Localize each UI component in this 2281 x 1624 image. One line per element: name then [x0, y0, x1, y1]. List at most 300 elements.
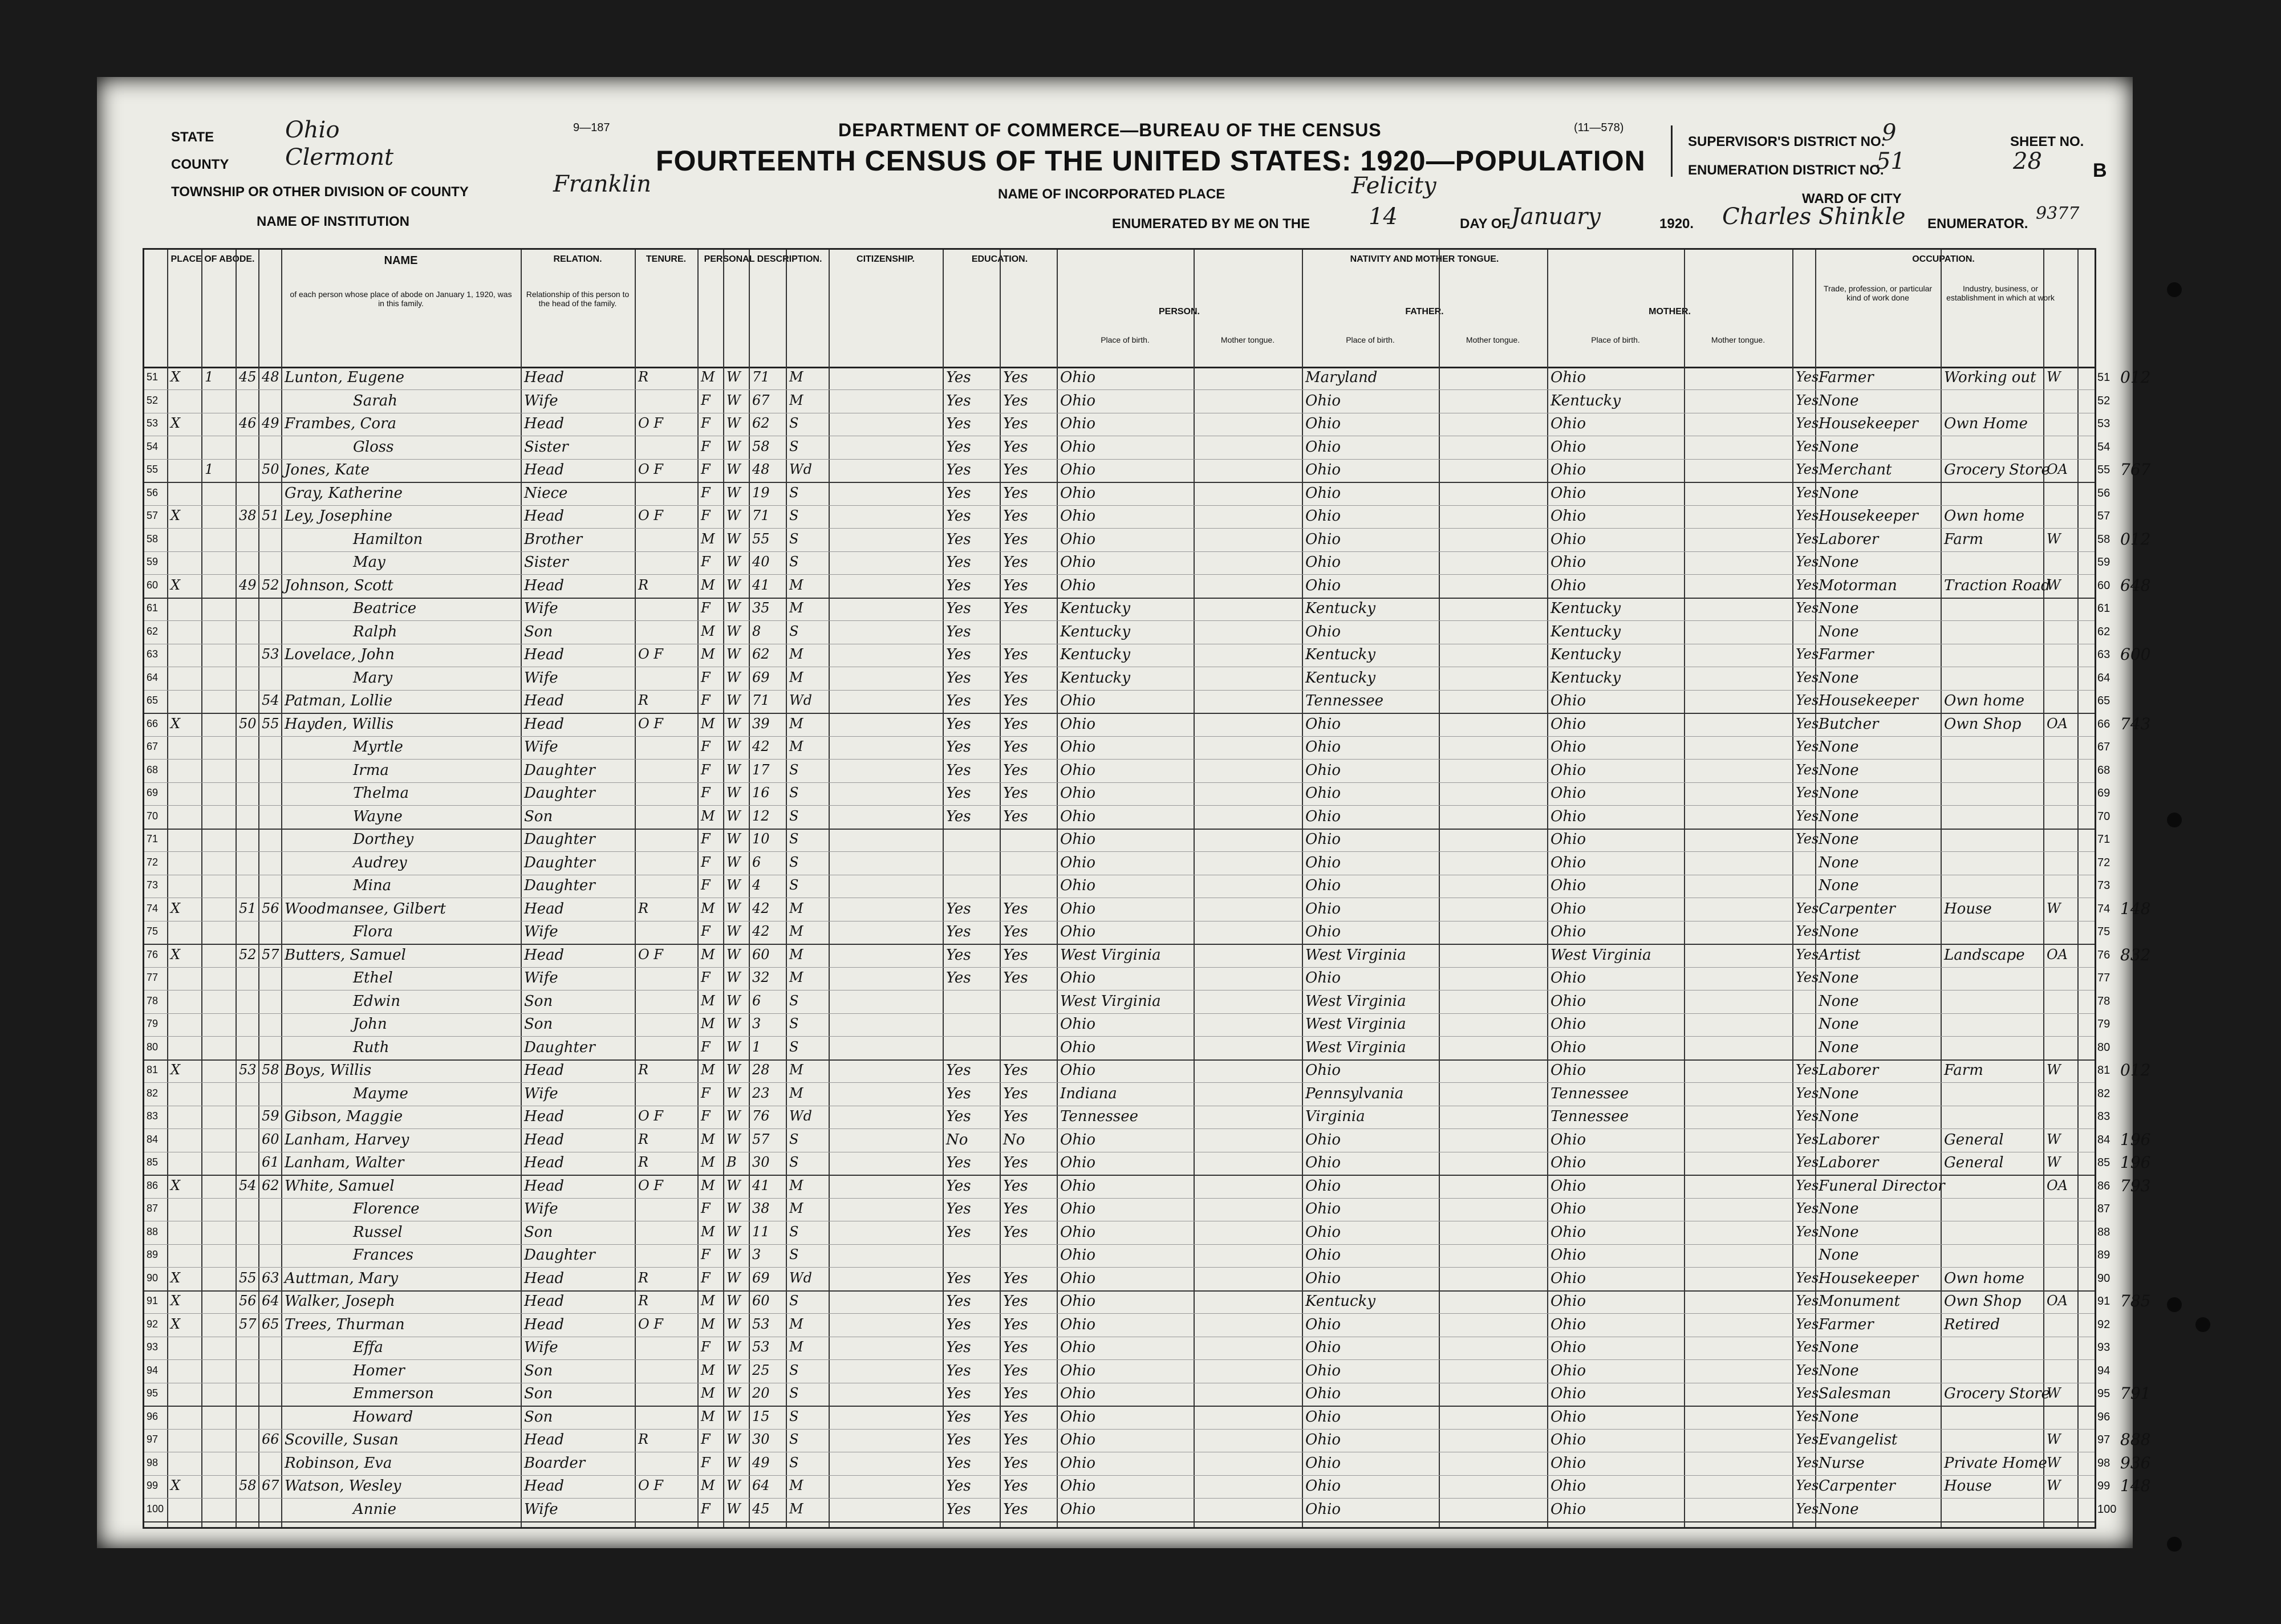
header-relation-desc: Relationship of this person to the head of the family.: [526, 290, 630, 308]
cell-sex: F: [701, 600, 711, 616]
cell-read: Yes: [946, 461, 971, 478]
table-row: [144, 1361, 2110, 1383]
cell-relation: Son: [524, 1385, 553, 1402]
cell-trade: None: [1819, 1408, 1859, 1426]
margin-code: 9377: [2036, 204, 2080, 224]
cell-sex: F: [701, 1431, 711, 1447]
margin-occupation-code: 793: [2120, 1176, 2151, 1195]
column-header-band: [144, 250, 2095, 368]
cell-family: 48: [262, 369, 279, 385]
line-number-right: 52: [2097, 394, 2110, 407]
cell-marital: S: [789, 761, 799, 778]
table-row: [144, 391, 2110, 413]
cell-read: Yes: [946, 1085, 971, 1102]
cell-name: Robinson, Eva: [285, 1454, 392, 1472]
cell-family: 50: [262, 461, 279, 477]
cell-mother-birth: Ohio: [1551, 576, 1586, 594]
cell-sex: M: [701, 807, 715, 824]
cell-write: Yes: [1003, 946, 1028, 964]
line-number-right: 67: [2097, 741, 2110, 753]
cell-read: Yes: [946, 508, 971, 525]
cell-street: X: [171, 1269, 181, 1286]
cell-marital: S: [789, 508, 799, 523]
cell-english: Yes: [1796, 1362, 1819, 1378]
line-number: 65: [147, 695, 159, 706]
line-number-right: 76: [2097, 948, 2110, 961]
header-pob-mother: Place of birth.: [1591, 335, 1640, 344]
cell-name: Edwin: [353, 992, 400, 1010]
cell-birth: Ohio: [1060, 369, 1096, 386]
cell-class: W: [2047, 530, 2061, 547]
cell-marital: S: [789, 438, 799, 454]
cell-marital: S: [789, 992, 799, 1009]
cell-family: 66: [262, 1431, 279, 1447]
cell-marital: S: [789, 1362, 799, 1378]
cell-read: Yes: [946, 946, 971, 964]
cell-read: Yes: [946, 646, 971, 663]
cell-age: 45: [752, 1500, 770, 1517]
day-of-label: DAY OF: [1460, 216, 1511, 232]
cell-race: W: [726, 854, 741, 870]
cell-trade: None: [1819, 554, 1859, 571]
cell-relation: Head: [524, 415, 565, 432]
cell-marital: Wd: [789, 692, 813, 708]
cell-marital: M: [789, 646, 803, 662]
cell-write: Yes: [1003, 576, 1028, 594]
table-row: [144, 575, 2151, 599]
cell-race: W: [726, 1293, 741, 1309]
cell-relation: Head: [524, 1293, 565, 1310]
binder-hole: [2195, 1317, 2210, 1332]
cell-father-birth: Ohio: [1305, 1431, 1341, 1448]
cell-mother-birth: Ohio: [1551, 1154, 1586, 1171]
cell-marital: M: [789, 1062, 803, 1078]
cell-birth: Ohio: [1060, 1269, 1096, 1287]
cell-sex: M: [701, 715, 715, 732]
state-label: STATE: [171, 129, 214, 145]
cell-age: 40: [752, 554, 770, 570]
cell-trade: Butcher: [1819, 715, 1879, 733]
cell-write: Yes: [1003, 1085, 1028, 1102]
margin-occupation-code: 648: [2120, 575, 2151, 595]
cell-father-birth: Ohio: [1305, 1362, 1341, 1379]
cell-relation: Son: [524, 1016, 553, 1033]
cell-mother-birth: Ohio: [1551, 1247, 1586, 1264]
cell-mother-birth: Ohio: [1551, 831, 1586, 848]
cell-tenure: O F: [638, 946, 663, 963]
cell-trade: None: [1819, 854, 1859, 871]
cell-write: Yes: [1003, 1431, 1028, 1448]
cell-write: Yes: [1003, 461, 1028, 478]
cell-father-birth: Ohio: [1305, 1154, 1341, 1171]
cell-class: W: [2047, 1454, 2061, 1471]
cell-english: Yes: [1796, 1500, 1819, 1517]
cell-class: W: [2047, 369, 2061, 385]
cell-marital: S: [789, 1247, 799, 1262]
line-number-right: 59: [2097, 556, 2110, 569]
cell-birth: Ohio: [1060, 1362, 1096, 1379]
cell-english: Yes: [1796, 831, 1819, 847]
cell-birth: Ohio: [1060, 576, 1096, 594]
cell-name: Irma: [353, 761, 389, 779]
cell-birth: Ohio: [1060, 738, 1096, 756]
cell-sex: F: [701, 1247, 711, 1262]
cell-relation: Head: [524, 1177, 565, 1195]
line-number-right: 56: [2097, 486, 2110, 500]
cell-name: Ethel: [353, 969, 393, 986]
cell-read: Yes: [946, 785, 971, 802]
institution-label: NAME OF INSTITUTION: [257, 214, 409, 229]
cell-mother-birth: Ohio: [1551, 461, 1586, 478]
cell-father-birth: West Virginia: [1305, 992, 1406, 1010]
cell-trade: None: [1819, 438, 1859, 456]
cell-race: W: [726, 1339, 741, 1355]
cell-dwelling: 52: [239, 946, 257, 963]
cell-marital: M: [789, 1316, 803, 1332]
cell-write: Yes: [1003, 1316, 1028, 1333]
cell-industry: Grocery Store: [1944, 461, 2050, 478]
margin-occupation-code: 936: [2120, 1453, 2151, 1472]
cell-marital: S: [789, 877, 799, 893]
line-number: 59: [147, 556, 159, 567]
cell-write: Yes: [1003, 392, 1028, 409]
line-number-right: 90: [2097, 1272, 2110, 1285]
cell-father-birth: Kentucky: [1305, 1293, 1376, 1310]
cell-marital: M: [789, 576, 803, 593]
cell-father-birth: Ohio: [1305, 1500, 1341, 1518]
cell-mother-birth: Ohio: [1551, 854, 1586, 871]
cell-trade: Laborer: [1819, 1131, 1879, 1148]
cell-read: Yes: [946, 1477, 971, 1495]
cell-trade: Farmer: [1819, 646, 1874, 663]
line-number: 95: [147, 1387, 159, 1399]
line-number-right: 63: [2097, 648, 2110, 661]
line-number-right: 99: [2097, 1480, 2110, 1492]
cell-read: Yes: [946, 1062, 971, 1079]
cell-english: Yes: [1796, 1223, 1819, 1240]
line-number: 68: [147, 764, 159, 776]
cell-marital: S: [789, 1016, 799, 1032]
cell-english: Yes: [1796, 900, 1819, 916]
cell-trade: Merchant: [1819, 461, 1892, 478]
table-row: [144, 922, 2110, 945]
cell-english: Yes: [1796, 669, 1819, 685]
cell-relation: Head: [524, 1477, 565, 1495]
table-row: [144, 1292, 2151, 1314]
cell-father-birth: Ohio: [1305, 1477, 1341, 1495]
cell-english: Yes: [1796, 461, 1819, 477]
cell-relation: Sister: [524, 438, 569, 456]
cell-sex: M: [701, 369, 715, 385]
cell-family: 58: [262, 1062, 279, 1078]
cell-read: Yes: [946, 1385, 971, 1402]
cell-father-birth: Ohio: [1305, 576, 1341, 594]
cell-english: Yes: [1796, 715, 1819, 732]
cell-race: W: [726, 1016, 741, 1032]
cell-write: Yes: [1003, 530, 1028, 548]
cell-race: W: [726, 692, 741, 708]
cell-age: 69: [752, 669, 770, 685]
cell-race: W: [726, 1385, 741, 1401]
supervisor-district: 9: [1882, 120, 1897, 146]
cell-marital: S: [789, 1408, 799, 1424]
cell-tenure: R: [638, 1293, 649, 1309]
cell-english: Yes: [1796, 1108, 1819, 1124]
line-number-right: 81: [2097, 1064, 2110, 1077]
cell-industry: Own Home: [1944, 415, 2028, 432]
cell-read: Yes: [946, 484, 971, 502]
cell-mother-birth: Ohio: [1551, 761, 1586, 779]
cell-sex: F: [701, 461, 711, 477]
cell-birth: Ohio: [1060, 1154, 1096, 1171]
cell-sex: M: [701, 1477, 715, 1493]
cell-age: 16: [752, 785, 770, 801]
line-number-right: 51: [2097, 371, 2110, 384]
cell-relation: Son: [524, 992, 553, 1010]
cell-relation: Boarder: [524, 1454, 586, 1472]
cell-race: W: [726, 785, 741, 801]
cell-read: Yes: [946, 1431, 971, 1448]
cell-father-birth: Ohio: [1305, 1385, 1341, 1402]
cell-english: Yes: [1796, 392, 1819, 408]
margin-occupation-code: 888: [2120, 1430, 2151, 1449]
cell-sex: F: [701, 554, 711, 570]
cell-street: X: [171, 1177, 181, 1193]
cell-name: Lovelace, John: [285, 646, 395, 663]
cell-name: Hamilton: [353, 530, 423, 548]
cell-age: 30: [752, 1154, 770, 1170]
cell-read: Yes: [946, 1108, 971, 1125]
cell-father-birth: Ohio: [1305, 715, 1341, 733]
cell-birth: Ohio: [1060, 1431, 1096, 1448]
line-number: 91: [147, 1295, 159, 1306]
cell-sex: F: [701, 1269, 711, 1286]
page-title: FOURTEENTH CENSUS OF THE UNITED STATES: 1920—POPULATION: [656, 145, 1646, 177]
cell-industry: Grocery Store: [1944, 1385, 2050, 1402]
cell-father-birth: Ohio: [1305, 508, 1341, 525]
cell-english: Yes: [1796, 1385, 1819, 1401]
cell-age: 71: [752, 369, 770, 385]
cell-father-birth: Ohio: [1305, 1131, 1341, 1148]
cell-write: Yes: [1003, 369, 1028, 386]
cell-class: W: [2047, 1431, 2061, 1447]
cell-trade: None: [1819, 600, 1859, 617]
cell-father-birth: Ohio: [1305, 831, 1341, 848]
cell-class: OA: [2047, 715, 2068, 732]
cell-birth: West Virginia: [1060, 992, 1161, 1010]
cell-father-birth: Kentucky: [1305, 669, 1376, 687]
cell-tenure: O F: [638, 1108, 663, 1124]
cell-race: W: [726, 1431, 741, 1447]
cell-trade: None: [1819, 831, 1859, 848]
cell-trade: None: [1819, 1038, 1859, 1056]
cell-age: 42: [752, 738, 770, 754]
cell-father-birth: Ohio: [1305, 1223, 1341, 1241]
cell-birth: Ohio: [1060, 1339, 1096, 1356]
cell-relation: Son: [524, 1362, 553, 1379]
cell-relation: Daughter: [524, 761, 595, 779]
cell-read: Yes: [946, 1154, 971, 1171]
line-number-right: 93: [2097, 1341, 2110, 1354]
cell-age: 60: [752, 946, 770, 963]
cell-sex: M: [701, 576, 715, 593]
cell-marital: M: [789, 1177, 803, 1193]
cell-marital: S: [789, 1154, 799, 1170]
cell-tenure: O F: [638, 461, 663, 477]
cell-name: Audrey: [353, 854, 407, 871]
cell-father-birth: Ohio: [1305, 438, 1341, 456]
cell-birth: Ohio: [1060, 715, 1096, 733]
cell-mother-birth: Ohio: [1551, 785, 1586, 802]
cell-race: W: [726, 484, 741, 501]
cell-trade: Carpenter: [1819, 900, 1896, 917]
cell-english: Yes: [1796, 761, 1819, 778]
cell-relation: Head: [524, 646, 565, 663]
cell-mother-birth: Ohio: [1551, 1316, 1586, 1333]
cell-mother-birth: Ohio: [1551, 1038, 1586, 1056]
cell-sex: M: [701, 1016, 715, 1032]
cell-relation: Head: [524, 946, 565, 964]
cell-english: Yes: [1796, 1477, 1819, 1493]
cell-father-birth: Ohio: [1305, 415, 1341, 432]
cell-family: 64: [262, 1293, 279, 1309]
cell-read: No: [946, 1131, 968, 1148]
cell-name: Johnson, Scott: [285, 576, 393, 594]
cell-father-birth: West Virginia: [1305, 946, 1406, 964]
table-row: [144, 1500, 2117, 1522]
cell-age: 12: [752, 807, 770, 824]
line-number-right: 98: [2097, 1456, 2110, 1469]
cell-sex: M: [701, 900, 715, 916]
cell-write: Yes: [1003, 646, 1028, 663]
cell-mother-birth: Ohio: [1551, 1385, 1586, 1402]
cell-age: 53: [752, 1339, 770, 1355]
binder-hole: [2167, 813, 2182, 827]
cell-write: Yes: [1003, 969, 1028, 986]
line-number-right: 88: [2097, 1225, 2110, 1239]
binder-hole: [2167, 1297, 2182, 1312]
line-number: 70: [147, 810, 159, 822]
cell-tenure: R: [638, 369, 649, 385]
cell-mother-birth: Ohio: [1551, 1200, 1586, 1217]
table-row: [144, 1084, 2110, 1106]
table-row: [144, 368, 2151, 390]
cell-age: 30: [752, 1431, 770, 1447]
cell-marital: M: [789, 669, 803, 685]
cell-tenure: R: [638, 692, 649, 708]
cell-english: Yes: [1796, 1316, 1819, 1332]
cell-name: Howard: [353, 1408, 413, 1426]
cell-read: Yes: [946, 1316, 971, 1333]
cell-relation: Wife: [524, 969, 558, 986]
line-number-right: 82: [2097, 1087, 2110, 1100]
line-number: 93: [147, 1341, 159, 1353]
cell-birth: Kentucky: [1060, 646, 1131, 663]
cell-age: 42: [752, 900, 770, 916]
cell-father-birth: Ohio: [1305, 969, 1341, 986]
cell-family: 53: [262, 646, 279, 662]
line-number-right: 73: [2097, 879, 2110, 892]
cell-race: B: [726, 1154, 737, 1170]
cell-relation: Daughter: [524, 831, 595, 848]
cell-industry: Retired: [1944, 1316, 2000, 1333]
cell-age: 42: [752, 923, 770, 939]
line-number: 75: [147, 925, 159, 937]
cell-english: Yes: [1796, 484, 1819, 501]
cell-industry: Own Shop: [1944, 1293, 2022, 1310]
state-value: Ohio: [285, 117, 340, 143]
cell-read: Yes: [946, 1408, 971, 1426]
cell-industry: Farm: [1944, 530, 1983, 548]
cell-father-birth: Virginia: [1305, 1108, 1365, 1125]
line-number-right: 91: [2097, 1295, 2110, 1308]
cell-age: 39: [752, 715, 770, 732]
cell-relation: Wife: [524, 738, 558, 756]
cell-industry: Own home: [1944, 508, 2025, 525]
cell-age: 69: [752, 1269, 770, 1286]
cell-race: W: [726, 392, 741, 408]
cell-family: 55: [262, 715, 279, 732]
line-number-right: 54: [2097, 440, 2110, 453]
table-row: [144, 1476, 2151, 1499]
cell-race: W: [726, 1477, 741, 1493]
cell-birth: Ohio: [1060, 1131, 1096, 1148]
cell-street: X: [171, 946, 181, 963]
line-number: 52: [147, 394, 159, 406]
line-number-right: 65: [2097, 695, 2110, 707]
cell-birth: West Virginia: [1060, 946, 1161, 964]
cell-read: Yes: [946, 1269, 971, 1287]
cell-english: Yes: [1796, 576, 1819, 593]
margin-occupation-code: 196: [2120, 1130, 2151, 1149]
cell-read: Yes: [946, 1500, 971, 1518]
cell-read: Yes: [946, 600, 971, 617]
cell-age: 71: [752, 692, 770, 708]
line-number-right: 70: [2097, 810, 2110, 823]
margin-occupation-code: 012: [2120, 529, 2151, 549]
cell-family: 60: [262, 1131, 279, 1147]
cell-sex: F: [701, 1200, 711, 1216]
cell-marital: Wd: [789, 1269, 813, 1286]
cell-read: Yes: [946, 969, 971, 986]
cell-trade: Laborer: [1819, 1062, 1879, 1079]
cell-sex: M: [701, 530, 715, 547]
cell-marital: S: [789, 1131, 799, 1147]
cell-name: Sarah: [353, 392, 397, 409]
line-number-right: 53: [2097, 417, 2110, 430]
cell-street: X: [171, 1293, 181, 1309]
header-person: PERSON.: [1158, 307, 1200, 316]
cell-sex: F: [701, 923, 711, 939]
cell-english: Yes: [1796, 1293, 1819, 1309]
line-number: 89: [147, 1249, 159, 1260]
table-row: [144, 830, 2110, 852]
cell-english: Yes: [1796, 530, 1819, 547]
line-number: 99: [147, 1480, 159, 1491]
cell-trade: Housekeeper: [1819, 1269, 1918, 1287]
cell-english: Yes: [1796, 1131, 1819, 1147]
table-row: [144, 761, 2110, 783]
line-number: 55: [147, 464, 159, 475]
cell-sex: M: [701, 1408, 715, 1424]
line-number: 51: [147, 371, 159, 383]
cell-father-birth: Ohio: [1305, 785, 1341, 802]
cell-english: Yes: [1796, 1269, 1819, 1286]
cell-relation: Daughter: [524, 785, 595, 802]
cell-mother-birth: Ohio: [1551, 969, 1586, 986]
cell-trade: None: [1819, 484, 1859, 502]
table-row: [144, 1407, 2110, 1430]
